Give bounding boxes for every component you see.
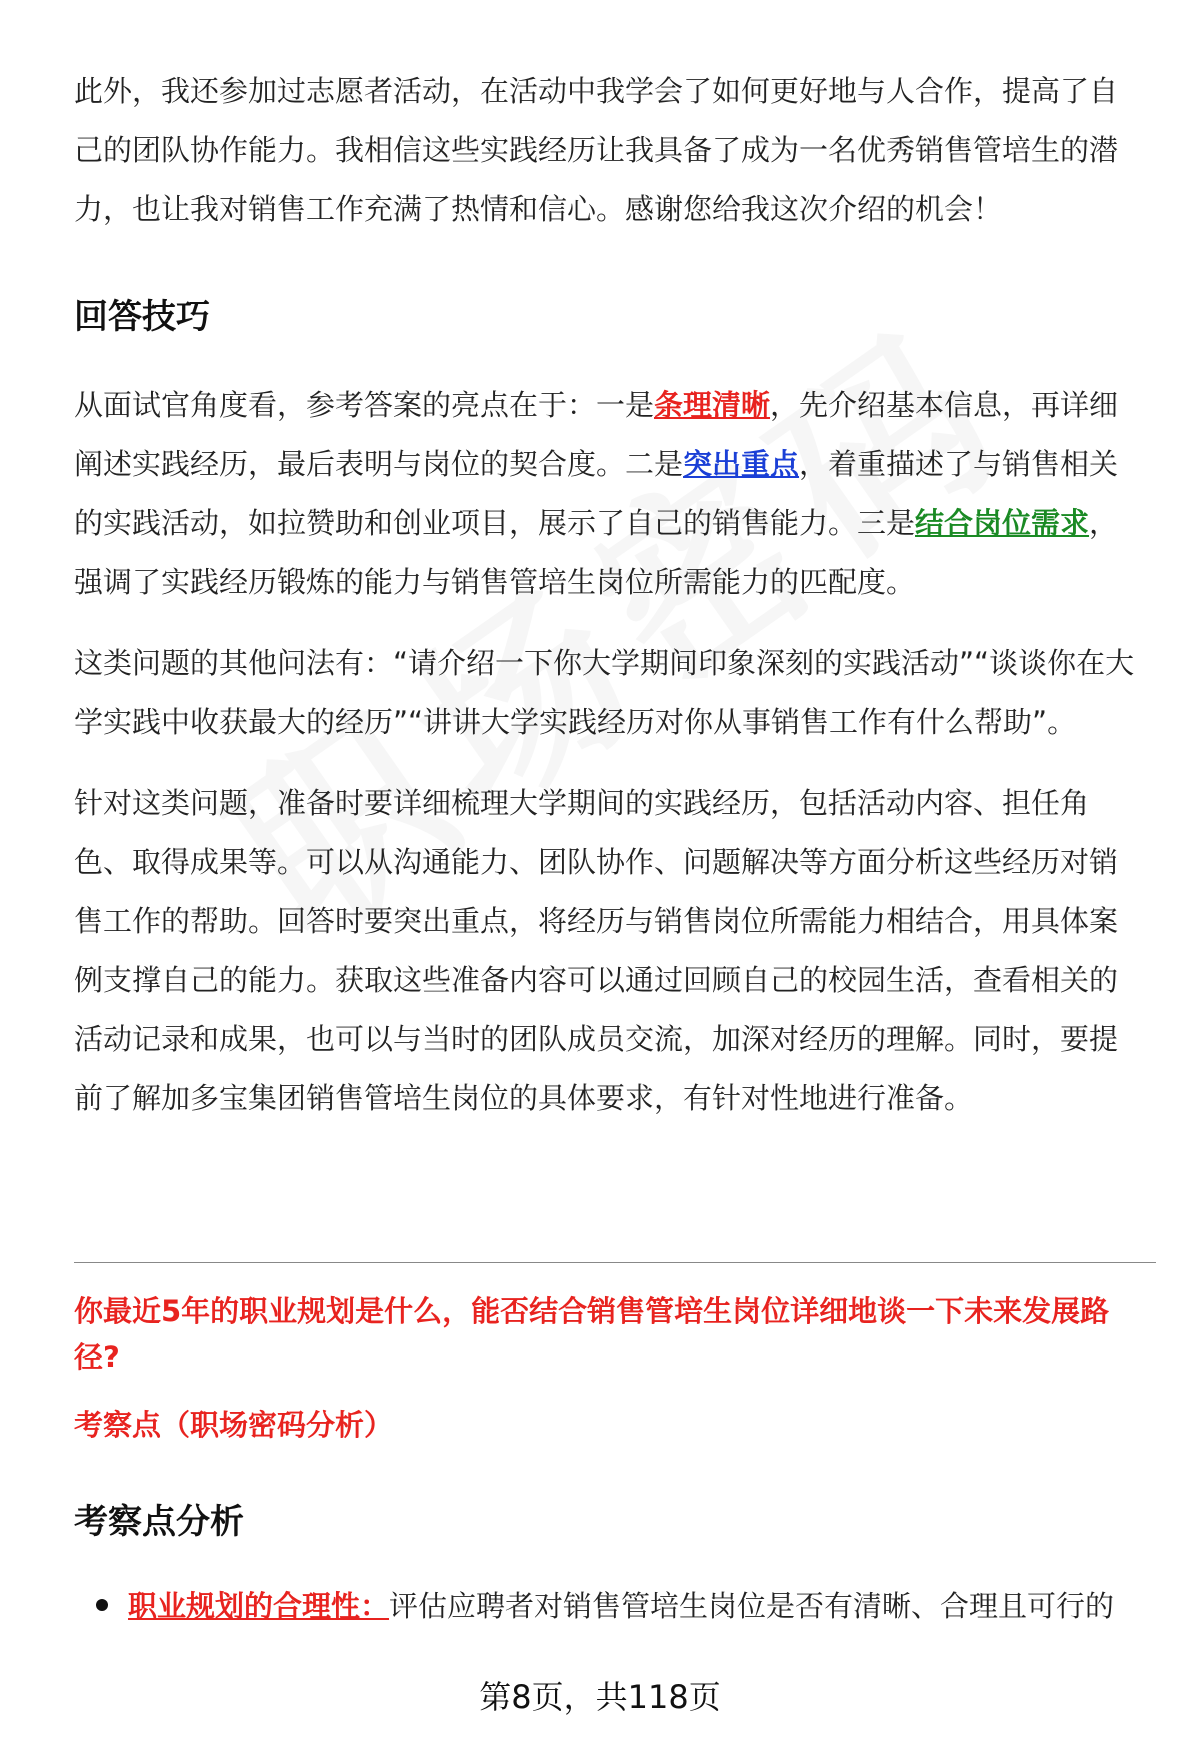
tips-text-3: ，着重描述了与销售相关的实践活动，如拉赞助和创业项目，展示了自己的销售能力。三是 <box>74 447 1119 540</box>
exam-point-label: 考察点（职场密码分析） <box>74 1408 394 1442</box>
bullet-text: 评估应聘者对销售管培生岗位是否有清晰、合理且可行的 <box>389 1589 1115 1623</box>
tips-heading: 回答技巧 <box>74 297 210 337</box>
highlight-key-points: 突出重点 <box>683 447 800 481</box>
tips-text-4: ，强调了实践经历锻炼的能力与销售管培生岗位所需能力的匹配度。 <box>74 506 1119 599</box>
next-question: 你最近5年的职业规划是什么，能否结合销售管培生岗位详细地谈一下未来发展路径? <box>74 1294 1110 1374</box>
bullet-item <box>96 1584 1142 1628</box>
bullet-dot-icon <box>96 1599 108 1611</box>
analysis-heading: 考察点分析 <box>74 1502 244 1542</box>
tips-text-2: ，先介绍基本信息，再详细阐述实践经历，最后表明与岗位的契合度。二是 <box>74 388 1119 481</box>
tips-text-1: 从面试官角度看，参考答案的亮点在于：一是 <box>74 388 655 422</box>
tips-paragraph <box>74 376 1142 612</box>
other-asks-paragraph: 这类问题的其他问法有：“请介绍一下你大学期间印象深刻的实践活动”“谈谈你在大学实践中收获最大的经历”“讲讲大学实践经历对你从事销售工作有什么帮助”。 <box>74 646 1135 739</box>
page-footer: 第8页，共118页 <box>479 1678 721 1716</box>
section-divider <box>74 1262 1156 1263</box>
bullet-title: 职业规划的合理性： <box>128 1589 390 1623</box>
document-body <box>74 62 1142 1128</box>
highlight-job-fit: 结合岗位需求 <box>915 506 1090 540</box>
intro-paragraph: 此外，我还参加过志愿者活动，在活动中我学会了如何更好地与人合作，提高了自己的团队协作能力。我相信这些实践经历让我具备了成为一名优秀销售管培生的潜力，也让我对销售工作充满了热情和信心。感谢您给我这次介绍的机会！ <box>74 74 1119 226</box>
highlight-clear-structure: 条理清晰 <box>654 388 771 422</box>
prep-paragraph: 针对这类问题，准备时要详细梳理大学期间的实践经历，包括活动内容、担任角色、取得成果等。可以从沟通能力、团队协作、问题解决等方面分析这些经历对销售工作的帮助。回答时要突出重点，将经历与销售岗位所需能力相结合，用具体案例支撑自己的能力。获取这些准备内容可以通过回顾自己的校园生活，查看相关的活动记录和成果，也可以与当时的团队成员交流，加深对经历的理解。同时，要提前了解加多宝集团销售管培生岗位的具体要求，有针对性地进行准备。 <box>74 786 1119 1115</box>
